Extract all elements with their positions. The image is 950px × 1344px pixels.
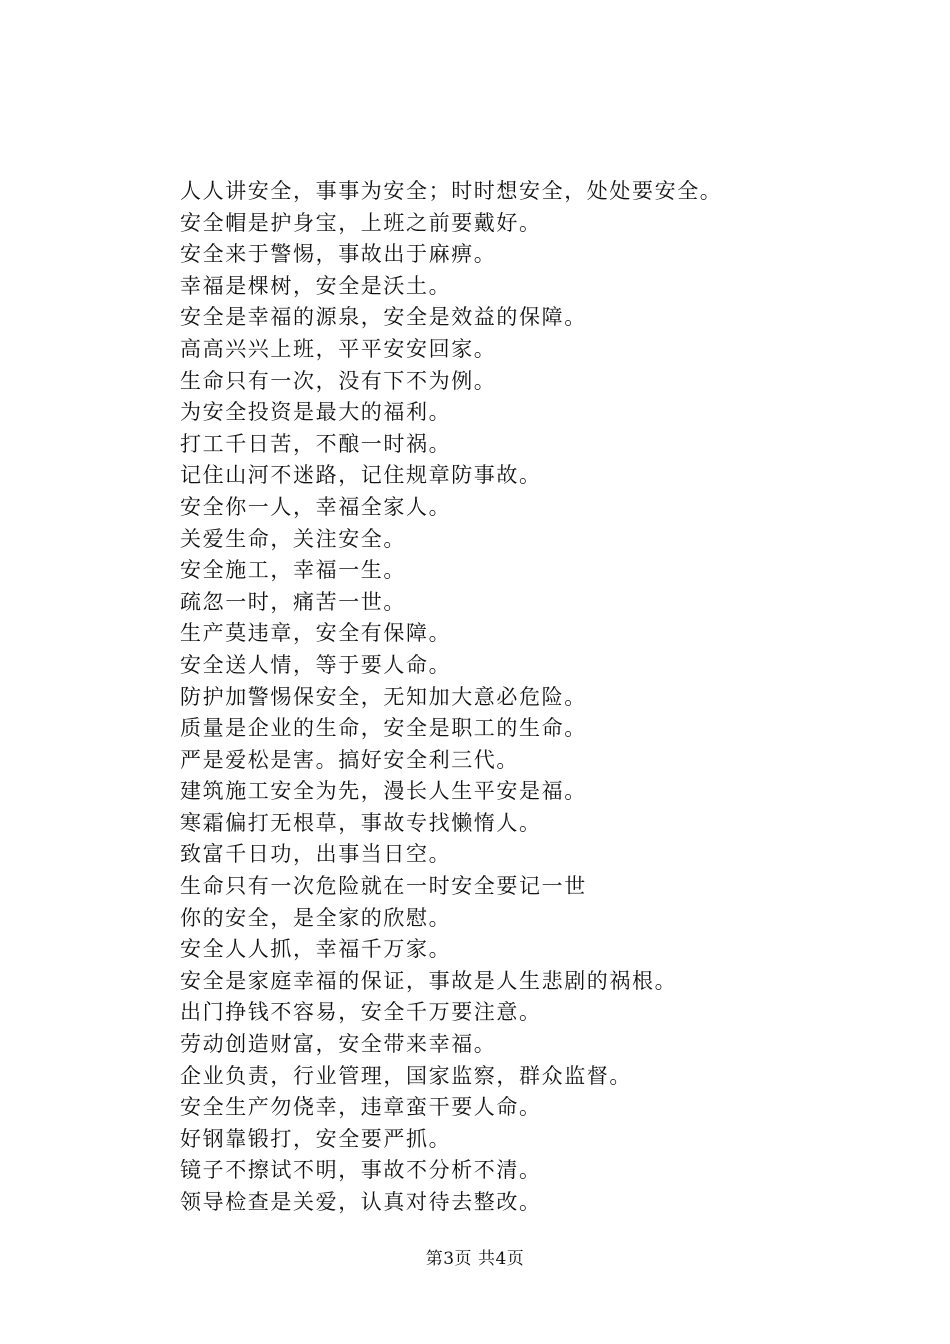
- slogan-line: 安全送人情，等于要人命。: [180, 652, 452, 677]
- page-number-footer: 第3页 共4页: [425, 1249, 525, 1269]
- slogan-list: [180, 176, 860, 1219]
- slogan-line: 为安全投资是最大的福利。: [180, 400, 452, 425]
- slogan-line: 防护加警惕保安全，无知加大意必危险。: [180, 684, 587, 709]
- slogan-line: 生命只有一次危险就在一时安全要记一世: [180, 874, 587, 899]
- slogan-line: 记住山河不迷路，记住规章防事故。: [180, 463, 542, 488]
- slogan-line: 质量是企业的生命，安全是职工的生命。: [180, 716, 587, 741]
- slogan-line: 关爱生命，关注安全。: [180, 526, 406, 551]
- slogan-line: 安全施工，幸福一生。: [180, 558, 406, 583]
- slogan-line: 安全生产勿侥幸，违章蛮干要人命。: [180, 1095, 542, 1120]
- slogan-line: 领导检查是关爱，认真对待去整改。: [180, 1190, 542, 1214]
- slogan-line: 安全是幸福的源泉，安全是效益的保障。: [180, 305, 587, 330]
- slogan-line: 生命只有一次，没有下不为例。: [180, 368, 497, 393]
- slogan-line: 打工千日苦，不酿一时祸。: [180, 431, 452, 456]
- slogan-line: 安全来于警惕，事故出于麻痹。: [180, 242, 497, 267]
- slogan-line: 你的安全，是全家的欣慰。: [180, 905, 452, 930]
- slogan-line: 企业负责，行业管理，国家监察，群众监督。: [180, 1063, 632, 1088]
- slogan-line: 生产莫违章，安全有保障。: [180, 621, 452, 646]
- slogan-line: 好钢靠锻打，安全要严抓。: [180, 1126, 452, 1151]
- slogan-line: 幸福是棵树，安全是沃土。: [180, 273, 452, 298]
- slogan-line: 出门挣钱不容易，安全千万要注意。: [180, 1000, 542, 1025]
- slogan-line: 疏忽一时，痛苦一世。: [180, 589, 406, 614]
- slogan-line: 人人讲安全，事事为安全；时时想安全，处处要安全。: [180, 179, 723, 203]
- slogan-line: 严是爱松是害。搞好安全利三代。: [180, 747, 519, 772]
- slogan-line: 安全帽是护身宝，上班之前要戴好。: [180, 210, 542, 235]
- slogan-line: 劳动创造财富，安全带来幸福。: [180, 1032, 497, 1057]
- slogan-line: 建筑施工安全为先，漫长人生平安是福。: [180, 779, 587, 804]
- slogan-line: 镜子不擦试不明，事故不分析不清。: [180, 1158, 542, 1183]
- slogan-line: 致富千日功，出事当日空。: [180, 842, 452, 867]
- slogan-line: 安全人人抓，幸福千万家。: [180, 937, 452, 962]
- slogan-line: 高高兴兴上班，平平安安回家。: [180, 336, 497, 361]
- slogan-line: 寒霜偏打无根草，事故专找懒惰人。: [180, 810, 542, 835]
- slogan-line: 安全你一人，幸福全家人。: [180, 494, 452, 519]
- slogan-line: 安全是家庭幸福的保证，事故是人生悲剧的祸根。: [180, 968, 678, 993]
